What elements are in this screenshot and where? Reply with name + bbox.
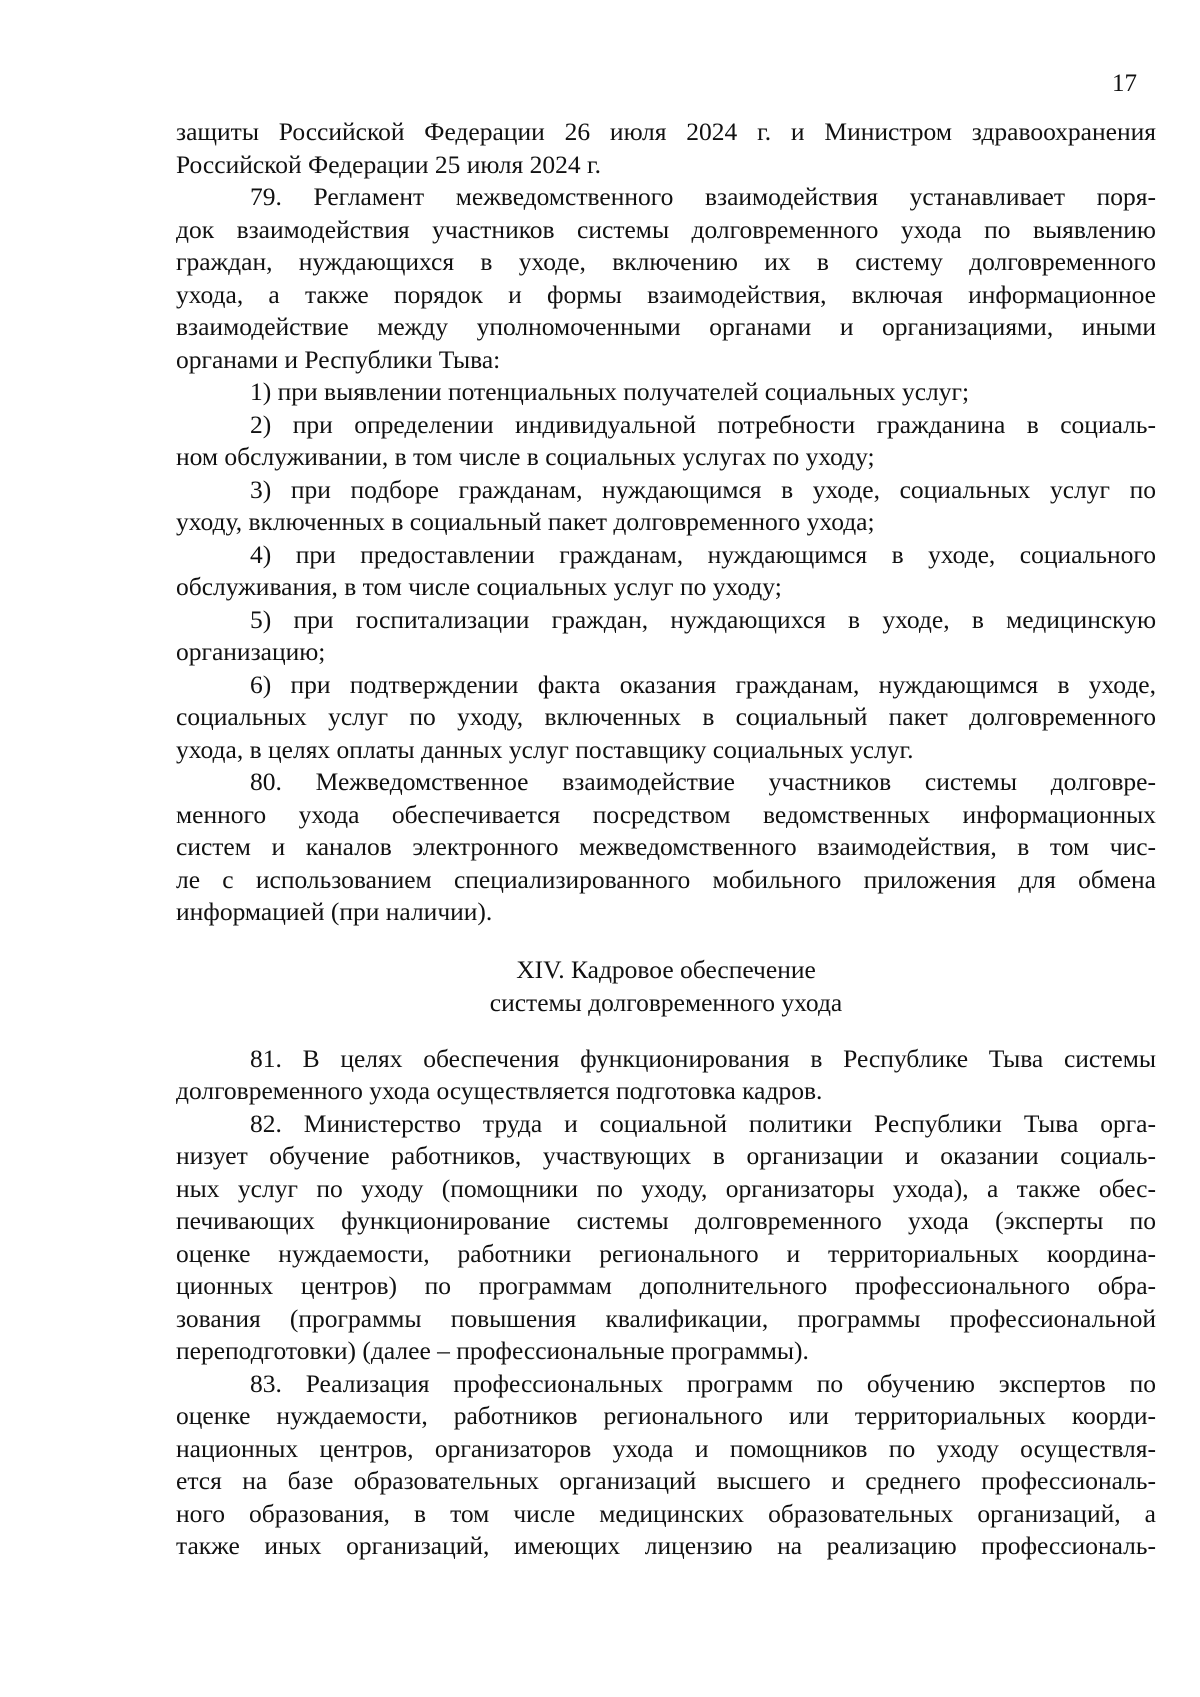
text-line: оценке нуждаемости, работников регионального или территориальных коорди- (176, 1401, 1156, 1430)
text-line: 5) при госпитализации граждан, нуждающихся в уходе, в медицинскую (250, 604, 1156, 634)
text-line: 83. Реализация профессиональных программ по обучению экспертов по (250, 1368, 1156, 1398)
text-line: информацией (при наличии). (176, 897, 493, 926)
text-line: национных центров, организаторов ухода и помощников по уходу осуществля- (176, 1433, 1156, 1463)
text-line: оценке нуждаемости, работники регионального и территориальных координа- (176, 1238, 1156, 1268)
list-item-3 (176, 474, 1156, 539)
text-line: ционных центров) по программам дополнительного профессионального обра- (176, 1271, 1156, 1300)
section-heading-line-2: системы долговременного ухода (489, 987, 843, 1017)
text-line: долговременного ухода осуществляется подготовка кадров. (176, 1076, 823, 1105)
text-line: взаимодействие между уполномоченными органами и организациями, иными (176, 312, 1156, 341)
text-line: ных услуг по уходу (помощники по уходу, организаторы ухода), а также обес- (176, 1173, 1156, 1203)
paragraph-82 (176, 1108, 1156, 1368)
text-line: защиты Российской Федерации 26 июля 2024 г. и Министром здравоохранения (176, 117, 1156, 146)
document-body (176, 116, 1156, 1563)
text-line: ется на базе образовательных организаций высшего и среднего профессиональ- (176, 1466, 1156, 1495)
paragraph-continuation (176, 116, 1156, 181)
list-item-6 (176, 669, 1156, 767)
text-line: также иных организаций, имеющих лицензию на реализацию профессиональ- (176, 1531, 1156, 1560)
text-line: ухода, а также порядок и формы взаимодействия, включая информационное (176, 279, 1156, 309)
text-line: ле с использованием специализированного мобильного приложения для обмена (176, 864, 1156, 894)
text-line: 2) при определении индивидуальной потребности гражданина в социаль- (250, 409, 1156, 439)
paragraph-80 (176, 766, 1156, 929)
text-line: переподготовки) (далее – профессиональные программы). (176, 1336, 809, 1365)
text-line: ухода, в целях оплаты данных услуг поставщику социальных услуг. (176, 734, 914, 764)
text-line: 79. Регламент межведомственного взаимодействия устанавливает поря- (250, 182, 1156, 211)
text-line: док взаимодействия участников системы долговременного ухода по выявлению (176, 214, 1156, 244)
list-item-1 (176, 376, 1156, 409)
text-line: ного образования, в том числе медицинских образовательных организаций, а (176, 1498, 1156, 1528)
list-item-2 (176, 409, 1156, 474)
text-line: граждан, нуждающихся в уходе, включению их в систему долговременного (176, 247, 1156, 276)
text-line: органами и Республики Тыва: (176, 344, 501, 374)
text-line: ном обслуживании, в том числе в социальных услугах по уходу; (176, 442, 875, 471)
text-line: уходу, включенных в социальный пакет долговременного ухода; (176, 507, 875, 536)
paragraph-81 (176, 1043, 1156, 1108)
text-line: 82. Министерство труда и социальной политики Республики Тыва орга- (250, 1108, 1156, 1138)
section-heading-line-1: XIV. Кадровое обеспечение (516, 954, 816, 984)
text-line: 1) при выявлении потенциальных получателей социальных услуг; (250, 377, 970, 406)
text-line: низует обучение работников, участвующих в организации и оказании социаль- (176, 1141, 1156, 1170)
list-item-5 (176, 604, 1156, 669)
text-line: обслуживания, в том числе социальных услуг по уходу; (176, 572, 782, 601)
text-line: социальных услуг по уходу, включенных в социальный пакет долговременного (176, 702, 1156, 731)
spacer (176, 1019, 1156, 1043)
text-line: 4) при предоставлении гражданам, нуждающимся в уходе, социального (250, 539, 1156, 569)
paragraph-83 (176, 1368, 1156, 1563)
text-line: Российской Федерации 25 июля 2024 г. (176, 149, 601, 179)
paragraph-79 (176, 181, 1156, 376)
text-line: печивающих функционирование системы долговременного ухода (эксперты по (176, 1206, 1156, 1235)
text-line: 6) при подтверждении факта оказания гражданам, нуждающимся в уходе, (250, 669, 1156, 699)
text-line: менного ухода обеспечивается посредством ведомственных информационных (176, 799, 1156, 829)
text-line: 80. Межведомственное взаимодействие участников системы долговре- (250, 767, 1156, 796)
text-line: зования (программы повышения квалификации, программы профессиональной (176, 1303, 1156, 1333)
list-item-4 (176, 539, 1156, 604)
text-line: 81. В целях обеспечения функционирования в Республике Тыва системы (250, 1043, 1156, 1073)
section-heading (176, 953, 1156, 1019)
text-line: систем и каналов электронного межведомственного взаимодействия, в том чис- (176, 832, 1156, 861)
spacer (176, 929, 1156, 953)
page-number: 17 (1112, 70, 1137, 97)
text-line: 3) при подборе гражданам, нуждающимся в уходе, социальных услуг по (250, 474, 1156, 504)
text-line: организацию; (176, 637, 326, 666)
